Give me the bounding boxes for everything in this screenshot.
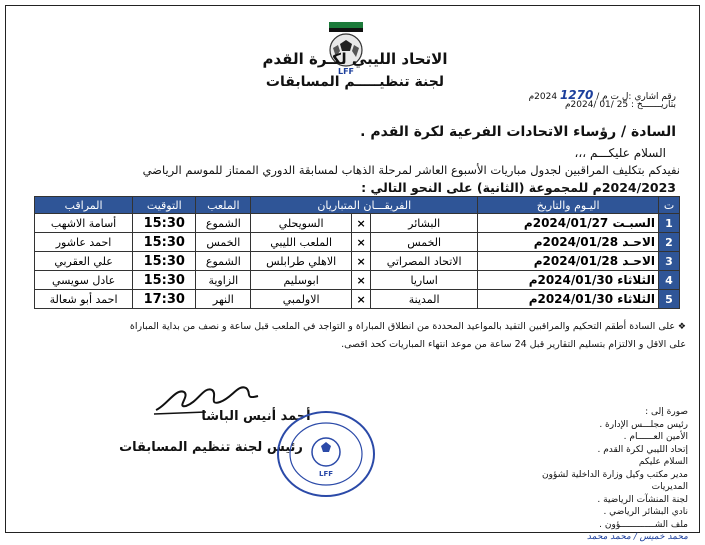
row-observer: احمد أبو شعالة xyxy=(35,290,133,309)
header-num: ت xyxy=(659,197,680,214)
row-team-home: البشائر xyxy=(371,214,478,233)
row-stadium: النهر xyxy=(196,290,251,309)
row-stadium: الشموع xyxy=(196,214,251,233)
notes-block xyxy=(36,318,686,353)
letter-date xyxy=(526,100,676,110)
official-stamp xyxy=(274,408,378,500)
cc-item: نادي البشائر الرياضي . xyxy=(603,507,688,517)
table-header-row xyxy=(35,197,680,214)
svg-text:LFF: LFF xyxy=(318,470,334,478)
signatory-name: أحمد أنيس الباشا xyxy=(201,409,311,424)
row-team-home: اساريا xyxy=(371,271,478,290)
row-vs: × xyxy=(352,214,371,233)
table-row xyxy=(35,290,680,309)
cc-item: لجنة المنشآت الرياضية . xyxy=(597,494,688,505)
header-time: التوقيت xyxy=(133,197,196,214)
row-date: الثلاثاء 2024/01/30م xyxy=(478,271,659,290)
row-number: 4 xyxy=(659,271,680,290)
row-time: 17:30 xyxy=(133,290,196,309)
row-team-away: الاولمبي xyxy=(251,290,352,309)
signatory-title: رئيس لجنة تنظيم المسابقات xyxy=(119,440,303,455)
cc-item: إتحاد الليبي لكرة القدم . xyxy=(597,444,688,455)
row-stadium: الزاوية xyxy=(196,271,251,290)
row-stadium: الشموع xyxy=(196,252,251,271)
letter-page xyxy=(5,5,700,542)
row-date: الثلاثاء 2024/01/30م xyxy=(478,290,659,309)
cc-item: ملف الشـــــــــــــؤون . xyxy=(599,519,688,530)
date-value: 25 /01 /2024م xyxy=(564,100,629,110)
row-number: 3 xyxy=(659,252,680,271)
org-name: الاتحاد الليبي لكـرة القدم xyxy=(262,50,448,68)
note-line-1: ❖ على السادة أطقم التحكيم والمراقبين التقيد بالمواعيد المحددة من انطلاق المباراة و التواجد في الملعب قبل ساعة و نصف من بداية المباراة xyxy=(129,321,686,332)
cc-item: الأمين العــــــام . xyxy=(623,432,688,442)
row-time: 15:30 xyxy=(133,233,196,252)
row-vs: × xyxy=(352,233,371,252)
cc-item: مدير مكتب وكيل وزارة الداخلية لشؤون المديريات xyxy=(541,469,688,492)
row-date: السبـت 2024/01/27م xyxy=(478,214,659,233)
date-label: بتاريـــــــخ : xyxy=(631,100,676,110)
body-line-2: 2024/2023م للمجموعة (الثانية) على النحو التالي : xyxy=(361,180,676,195)
row-stadium: الخمس xyxy=(196,233,251,252)
cc-item: السلام عليكم xyxy=(638,457,688,467)
reference-year: 2024م xyxy=(528,92,558,102)
row-team-home: الاتحاد المصراتي xyxy=(371,252,478,271)
row-number: 1 xyxy=(659,214,680,233)
reference-handwritten-number: 1270 xyxy=(559,88,594,102)
match-schedule-table xyxy=(34,196,680,309)
row-vs: × xyxy=(352,252,371,271)
row-number: 2 xyxy=(659,233,680,252)
row-team-away: ابوسليم xyxy=(251,271,352,290)
cc-title: صورة إلى : xyxy=(645,407,688,417)
row-team-home: الخمس xyxy=(371,233,478,252)
committee-name: لجنة تنظيـــــم المسابقات xyxy=(265,74,445,90)
bullet-icon: ❖ xyxy=(675,322,686,332)
row-team-away: الملعب الليبي xyxy=(251,233,352,252)
header-teams: الفريقـــان المتباريان xyxy=(251,197,478,214)
reference-label: رقم اشاري :ل ت م / xyxy=(596,92,676,102)
row-time: 15:30 xyxy=(133,252,196,271)
cc-item: رئيس مجلـــس الإدارة . xyxy=(599,419,688,430)
row-team-away: الاهلي طرابلس xyxy=(251,252,352,271)
header-observer: المراقب xyxy=(35,197,133,214)
row-observer: عادل سويسي xyxy=(35,271,133,290)
lff-logo xyxy=(311,20,381,78)
note-line-2: على الاقل و الالتزام بتسليم التقارير قبل 24 ساعة من موعد انتهاء المباريات كحد اقصى. xyxy=(341,339,686,350)
greeting: السلام عليكـــم ،،، xyxy=(574,146,666,160)
row-time: 15:30 xyxy=(133,214,196,233)
table-row xyxy=(35,214,680,233)
row-observer: احمد عاشور xyxy=(35,233,133,252)
row-date: الاحـد 2024/01/28م xyxy=(478,252,659,271)
body-line-1: نفيدكم بتكليف المراقبين لجدول مباريات الأسبوع العاشر لمرحلة الذهاب لمسابقة الدوري الممتاز للموسم الرياضي xyxy=(142,163,680,177)
table-row xyxy=(35,252,680,271)
row-vs: × xyxy=(352,271,371,290)
table-row xyxy=(35,233,680,252)
row-vs: × xyxy=(352,290,371,309)
row-team-away: السويحلي xyxy=(251,214,352,233)
table-row xyxy=(35,271,680,290)
row-time: 15:30 xyxy=(133,271,196,290)
header-date: اليـوم والتاريخ xyxy=(478,197,659,214)
row-date: الاحـد 2024/01/28م xyxy=(478,233,659,252)
row-observer: علي العقربي xyxy=(35,252,133,271)
cc-handwritten: محمد خميس / محمد محمد xyxy=(586,532,688,542)
row-team-home: المدينة xyxy=(371,290,478,309)
row-observer: أسامة الاشهب xyxy=(35,214,133,233)
header-stadium: الملعب xyxy=(196,197,251,214)
row-number: 5 xyxy=(659,290,680,309)
addressee: السادة / رؤساء الاتحادات الفرعية لكرة القدم . xyxy=(360,124,676,140)
svg-text:LFF: LFF xyxy=(337,67,355,76)
cc-list xyxy=(518,406,688,544)
